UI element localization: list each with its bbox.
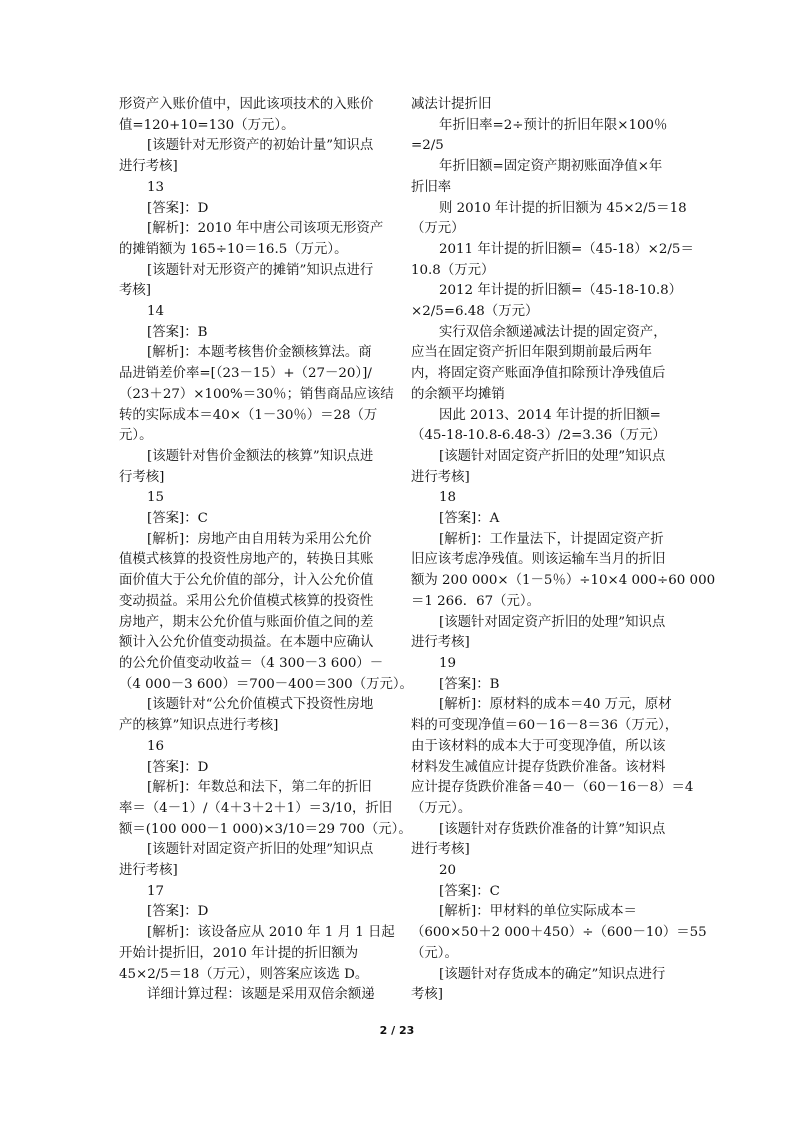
text-line: 13	[147, 179, 165, 195]
text-line: 料的可变现净值＝60－16－8＝36（万元），	[411, 718, 679, 734]
text-line: （万元）。	[411, 800, 472, 816]
text-line: 考核]	[119, 283, 152, 299]
text-line: （万元）	[411, 221, 465, 237]
text-line: [该题针对无形资产的初始计量”知识点	[147, 138, 374, 154]
text-line: [解析]：原材料的成本＝40 万元，原材	[439, 697, 672, 713]
text-line: 进行考核]	[411, 469, 470, 485]
text-line: =2/5	[411, 138, 444, 154]
text-line: 详细计算过程：该题是采用双倍余额递	[147, 987, 375, 1003]
text-line: 年折旧额=固定资产期初账面净值×年	[439, 159, 663, 175]
text-line: [解析]：该设备应从 2010 年 1 月 1 日起	[147, 925, 395, 941]
text-line: [解析]：本题考核售价金额核算法。商	[147, 345, 372, 361]
text-line: 进行考核]	[119, 159, 178, 175]
text-line: [解析]：年数总和法下，第二年的折旧	[147, 780, 372, 796]
text-line: [解析]：甲材料的单位实际成本＝	[439, 904, 637, 920]
text-line: [答案]：C	[439, 883, 500, 899]
text-line: 的摊销额为 165÷10＝16.5（万元）。	[119, 241, 348, 257]
text-line: 元）。	[119, 428, 153, 444]
text-line: 减法计提折旧	[411, 97, 492, 112]
text-line: 材料发生减值应计提存货跌价准备。该材料	[411, 759, 666, 775]
text-line: ＝1 266．67（元）。	[411, 593, 541, 609]
text-line: 折旧率	[411, 179, 452, 195]
text-line: 16	[147, 738, 165, 754]
text-line: 实行双倍余额递减法计提的固定资产，	[439, 324, 667, 340]
text-line: 的公允价值变动收益＝（4 300－3 600）－	[119, 655, 384, 671]
text-line: 17	[147, 883, 165, 899]
text-line: [答案]：B	[147, 324, 208, 340]
text-line: [解析]：2010 年中唐公司该项无形资产	[147, 221, 384, 237]
text-line: （45-18-10.8-6.48-3）/2=3.36（万元）	[411, 428, 666, 444]
text-line: 形资产入账价值中，因此该项技术的入账价	[119, 97, 374, 112]
text-line: [答案]：D	[147, 759, 209, 775]
text-line: 产的核算”知识点进行考核]	[119, 718, 279, 734]
text-line: 应计提存货跌价准备＝40－（60－16－8）＝4	[411, 780, 694, 796]
text-line: [答案]：A	[439, 511, 500, 527]
text-line: [解析]：工作量法下，计提固定资产折	[439, 531, 664, 547]
text-line: 行考核]	[119, 469, 165, 485]
text-line: 品进销差价率=[（23－15）+（27－20）]/	[119, 366, 372, 382]
text-line: 15	[147, 490, 165, 506]
text-line: [该题针对无形资产的摊销”知识点进行	[147, 262, 374, 278]
text-line: 额为 200 000×（1－5％）÷10×4 000÷60 000	[411, 573, 716, 589]
text-line: 进行考核]	[411, 635, 470, 651]
text-line: 45×2/5＝18（万元），则答案应该选 D。	[119, 966, 369, 982]
text-line: 10.8（万元）	[411, 262, 495, 278]
text-line: 19	[439, 655, 457, 671]
text-line: [该题针对“公允价值模式下投资性房地	[147, 697, 374, 713]
text-line: 进行考核]	[119, 863, 178, 879]
text-line: 14	[147, 304, 165, 320]
text-line: 变动损益。采用公允价值模式核算的投资性	[119, 593, 374, 609]
text-line: 则 2010 年计提的折旧额为 45×2/5＝18	[439, 200, 687, 216]
text-line: 值模式核算的投资性房地产的，转换日其账	[119, 552, 374, 568]
right-text-column	[411, 95, 716, 1006]
text-line: 内，将固定资产账面净值扣除预计净残值后	[411, 366, 666, 382]
text-line: 考核]	[411, 987, 444, 1003]
text-line: 年折旧率=2÷预计的折旧年限×100％	[439, 117, 668, 133]
text-line: [答案]：D	[147, 904, 209, 920]
text-line: 因此 2013、2014 年计提的折旧额=	[439, 407, 661, 423]
text-line: 房地产，期末公允价值与账面价值之间的差	[119, 614, 374, 630]
text-line: （元）。	[411, 945, 458, 961]
text-line: 旧应该考虑净残值。则该运输车当月的折旧	[411, 552, 666, 568]
text-line: [解析]：房地产由自用转为采用公允价	[147, 531, 372, 547]
text-line: 应当在固定资产折旧年限到期前最后两年	[411, 345, 653, 361]
text-line: 由于该材料的成本大于可变现净值，所以该	[411, 738, 666, 754]
text-line: [该题针对存货成本的确定”知识点进行	[439, 966, 666, 982]
text-line: [答案]：D	[147, 200, 209, 216]
text-line: （23＋27）×100%＝30％；销售商品应该结	[119, 386, 394, 402]
text-line: 额计入公允价值变动损益。在本题中应确认	[119, 635, 374, 651]
text-line: 值=120+10=130（万元）。	[119, 117, 295, 133]
text-line: 20	[439, 863, 457, 879]
text-line: [该题针对存货跌价准备的计算”知识点	[439, 821, 666, 837]
left-text-column	[119, 95, 411, 1006]
text-line: 面价值大于公允价值的部分，计入公允价值	[119, 573, 374, 589]
text-line: （600×50＋2 000＋450）÷（600－10）＝55	[411, 925, 707, 941]
text-line: 2011 年计提的折旧额=（45-18）×2/5＝	[439, 241, 694, 257]
text-line: （4 000－3 600）＝700－400＝300（万元）。	[119, 676, 413, 692]
text-line: [答案]：C	[147, 511, 208, 527]
text-line: ×2/5=6.48（万元）	[411, 304, 539, 320]
text-line: 转的实际成本＝40×（1－30％）＝28（万	[119, 407, 378, 423]
text-line: 18	[439, 490, 457, 506]
text-line: [该题针对固定资产折旧的处理”知识点	[439, 614, 666, 630]
page-number: 2 / 23	[379, 1024, 415, 1037]
text-line: [该题针对固定资产折旧的处理”知识点	[439, 448, 666, 464]
text-line: [该题针对固定资产折旧的处理”知识点	[147, 842, 374, 858]
text-line: [答案]：B	[439, 676, 500, 692]
text-line: 的余额平均摊销	[411, 386, 505, 402]
text-line: 开始计提折旧，2010 年计提的折旧额为	[119, 945, 359, 961]
text-line: 率＝（4－1）/（4＋3＋2＋1）＝3/10，折旧	[119, 800, 393, 816]
text-line: [该题针对售价金额法的核算”知识点进	[147, 448, 374, 464]
text-line: 额＝(100 000－1 000)×3/10＝29 700（元）。	[119, 821, 412, 837]
text-line: 2012 年计提的折旧额=（45-18-10.8）	[439, 283, 683, 299]
text-line: 进行考核]	[411, 842, 470, 858]
